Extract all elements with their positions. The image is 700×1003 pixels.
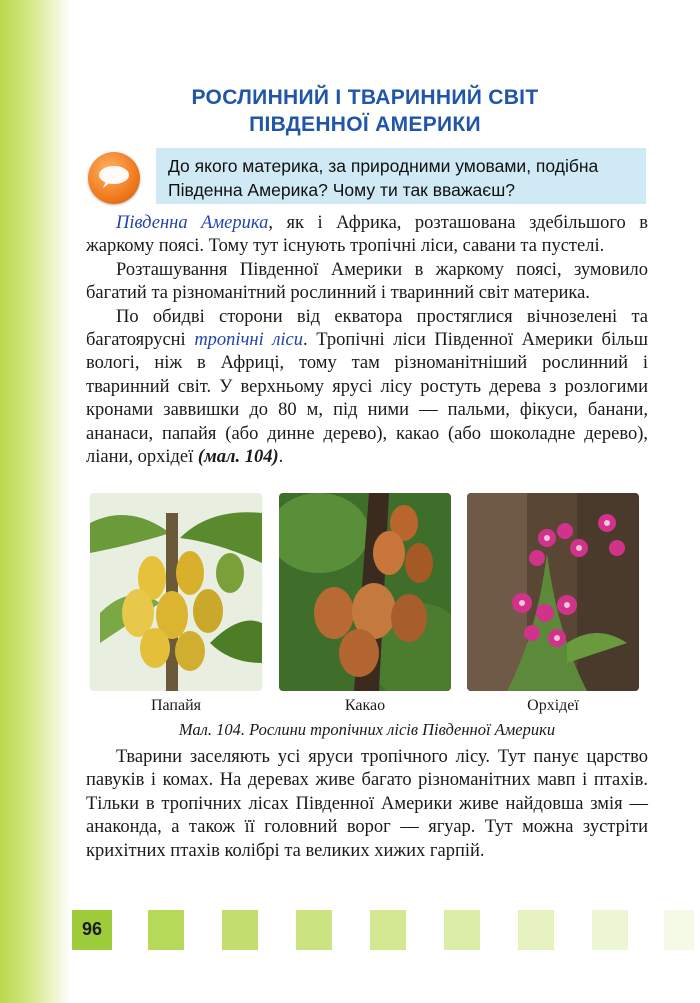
term-south-america: Південна Америка [116,213,269,233]
caption-orchids: Орхідеї [527,697,579,714]
decor-square [148,910,184,950]
paragraph-1-text: , як і Африка, розташована здебільшого в жаркому поясі. Тому тут існують тропічні ліси, савани та пустелі. [86,213,648,257]
body-text-bottom [86,746,648,863]
paragraph-2: Розташування Південної Америки в жаркому поясі, зумовило багатий та різноманітний рослинний і тваринний світ материка. [86,259,648,304]
paragraph-4: Тварини заселяють усі яруси тропічного лісу. Тут панує царство павуків і комах. На деревах живе багато різноманітних мавп і птахів. Тільки в тропічних лісах Південної Америки живе найдовша змія — анаконда, а також її головний ворог — ягуар. Тут можна зустріти крихітних птахів колібрі та великих хижих гарпій. [86,747,648,861]
paragraph-3-end: . [278,447,284,468]
page-title [100,84,630,138]
decor-square [222,910,258,950]
question-line-2: Південна Америка? Чому ти так вважаєш? [168,179,515,200]
paragraph-3 [86,306,648,470]
decor-square [664,910,694,950]
orchids-photo [467,493,639,691]
title-line-1: РОСЛИННИЙ І ТВАРИННИЙ СВІТ [191,86,539,109]
side-band [0,0,70,1003]
paragraph-3-start: По обидві сторони від екватора простяглися вічнозелені та багатоярусні [86,306,648,351]
cocoa-photo [279,493,451,691]
question-line-1: До якого материка, за природними умовами, подібна [168,156,599,176]
title-line-2: ПІВДЕННОЇ АМЕРИКИ [249,113,481,136]
decor-square [518,910,554,950]
figure-reference: (мал. 104) [197,447,279,468]
speech-bubble-icon [88,152,140,204]
paragraph-1 [86,212,648,259]
papaya-photo [90,493,262,691]
paragraph-3-text: . Тропічні ліси Південної Америки більш вологі, ніж в Африці, тому там різноманітніший рослинний і тваринний світ. У верхньому ярусі лісу ростуть дерева з розлогими кронами заввишки до 80 м, під ними — пальми, фікуси, банани, ананаси, папайя (або динне дерево), какао (або шоколадне дерево), ліани, орхідеї [86,330,648,468]
question-text [168,155,648,202]
page-number: 96 [81,919,103,939]
caption-papaya: Папайя [150,697,202,714]
body-text-top [86,212,648,469]
decor-square [444,910,480,950]
decor-square [370,910,406,950]
caption-cocoa: Какао [344,697,386,714]
decor-square [592,910,628,950]
term-tropical-forests: тропічні ліси [194,330,303,351]
decor-square [296,910,332,950]
figure-caption: Мал. 104. Рослини тропічних лісів Південної Америки [178,720,556,739]
